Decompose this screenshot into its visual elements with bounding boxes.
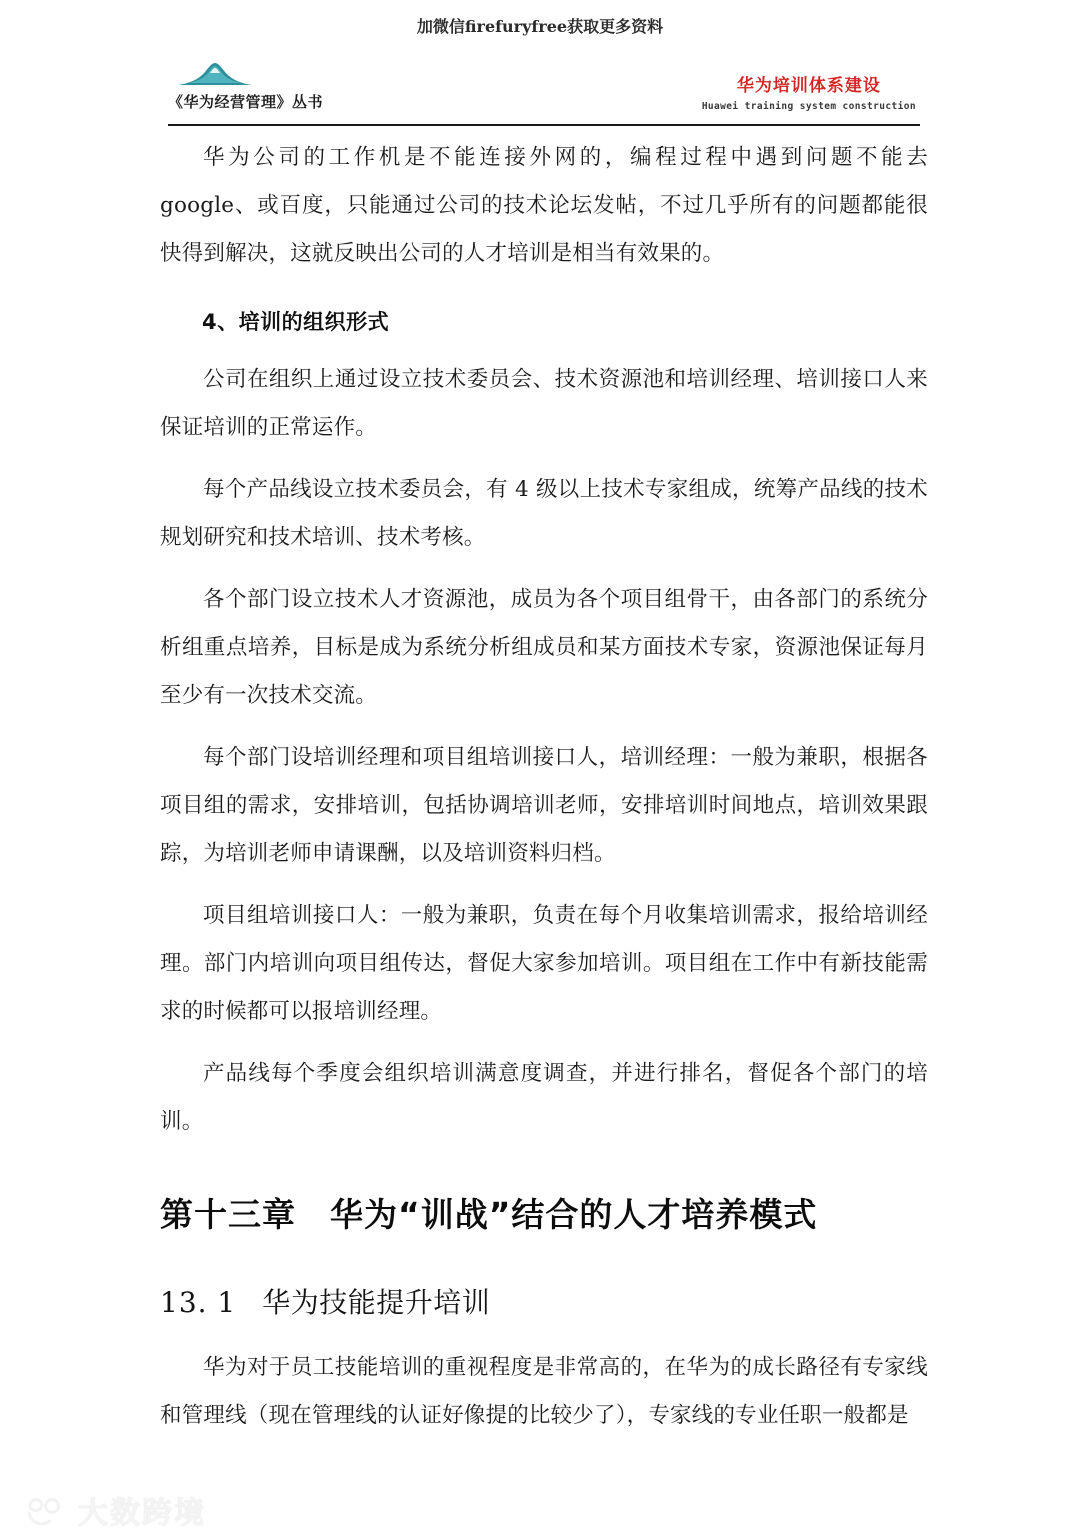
paragraph: 每个产品线设立技术委员会，有 4 级以上技术专家组成，统筹产品线的技术规划研究和技术培训、技术考核。 bbox=[160, 477, 928, 550]
header-title-en: Huawei training system construction bbox=[701, 101, 916, 112]
header-divider bbox=[168, 124, 920, 126]
header-series-title: 《华为经营管理》丛书 bbox=[168, 93, 324, 111]
paragraph: 华为公司的工作机是不能连接外网的，编程过程中遇到问题不能去 google、或百度，只能通过公司的技术论坛发帖，不过几乎所有的问题都能很快得到解决，这就反映出公司的人才培训是相当有效果的。 bbox=[160, 145, 928, 266]
paragraph: 每个部门设培训经理和项目组培训接口人，培训经理：一般为兼职，根据各项目组的需求，安排培训，包括协调培训老师，安排培训时间地点，培训效果跟踪，为培训老师申请课酬，以及培训资料归档。 bbox=[160, 745, 928, 866]
running-header bbox=[168, 60, 920, 122]
section-number: 13. 1 bbox=[160, 1286, 237, 1319]
chapter-title: 第十三章 华为“训战”结合的人才培养模式 bbox=[160, 1195, 818, 1234]
document-body bbox=[160, 134, 928, 1454]
header-right-block bbox=[702, 76, 916, 112]
paragraph: 产品线每个季度会组织培训满意度调查，并进行排名，督促各个部门的培训。 bbox=[160, 1061, 928, 1134]
paragraph: 各个部门设立技术人才资源池，成员为各个项目组骨干，由各部门的系统分析组重点培养，目标是成为系统分析组成员和某方面技术专家，资源池保证每月至少有一次技术交流。 bbox=[160, 587, 928, 708]
bottom-watermark bbox=[26, 1497, 206, 1531]
section-heading bbox=[160, 1276, 928, 1330]
top-watermark-text: 加微信firefuryfree获取更多资料 bbox=[416, 17, 664, 36]
section-heading-label: 华为技能提升培训 bbox=[262, 1286, 491, 1319]
header-left-block bbox=[168, 59, 498, 112]
header-title-cn: 华为培训体系建设 bbox=[736, 75, 881, 96]
brand-logo-icon bbox=[26, 1497, 70, 1531]
brand-watermark-text: 大数跨境 bbox=[78, 1496, 206, 1531]
mountain-logo-icon bbox=[172, 59, 258, 89]
paragraph: 华为对于员工技能培训的重视程度是非常高的，在华为的成长路径有专家线和管理线（现在管理线的认证好像提的比较少了），专家线的专业任职一般都是 bbox=[160, 1355, 928, 1428]
paragraph: 项目组培训接口人：一般为兼职，负责在每个月收集培训需求，报给培训经理。部门内培训向项目组传达，督促大家参加培训。项目组在工作中有新技能需求的时候都可以报培训经理。 bbox=[160, 903, 928, 1024]
paragraph: 公司在组织上通过设立技术委员会、技术资源池和培训经理、培训接口人来保证培训的正常运作。 bbox=[160, 367, 928, 440]
sub-heading-training-organization: 4、培训的组织形式 bbox=[202, 310, 390, 334]
